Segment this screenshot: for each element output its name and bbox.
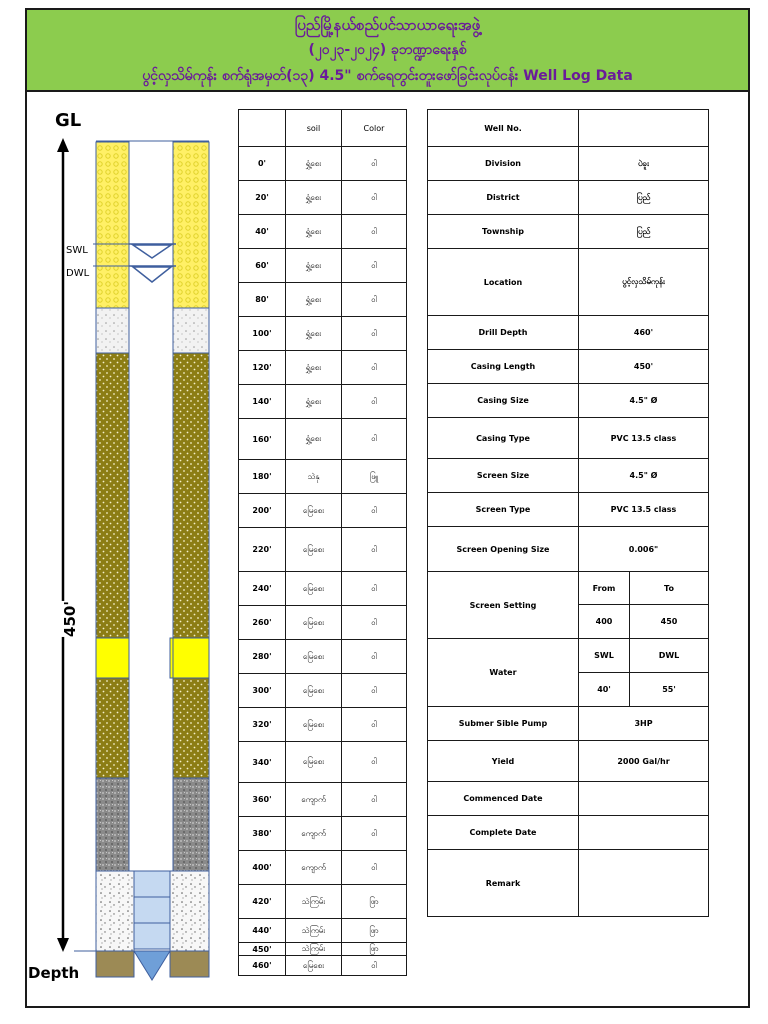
info-row-division — [428, 147, 709, 181]
soil-row-color: ဖြာ — [342, 943, 407, 956]
info-row-district — [428, 181, 709, 215]
soil-row-color: ဝါ — [342, 385, 407, 419]
info-row-casing-type — [428, 418, 709, 459]
soil-row-soil: ကျောက် — [286, 783, 342, 817]
soil-row — [239, 351, 407, 385]
division-value: ပဲခူး — [579, 147, 709, 181]
screen-setting-label: Screen Setting — [428, 572, 579, 639]
info-row-casing-length — [428, 350, 709, 384]
info-row-screen-size — [428, 459, 709, 493]
soil-row-depth: 450' — [239, 943, 286, 956]
soil-row-soil: ရွှံ့စေး — [286, 181, 342, 215]
casing-type-label: Casing Type — [428, 418, 579, 459]
yield-label: Yield — [428, 741, 579, 782]
district-label: District — [428, 181, 579, 215]
soil-row-depth: 320' — [239, 708, 286, 742]
soil-row-soil: ရွှံ့စေး — [286, 147, 342, 181]
well-no-value — [579, 110, 709, 147]
color-header: Color — [342, 110, 407, 147]
soil-row — [239, 919, 407, 943]
swl-label: SWL — [66, 245, 88, 256]
soil-row-depth: 460' — [239, 956, 286, 976]
header-project-title: ပွင့်လှသိမ်ကုန်း စက်ရုံအမှတ်(၁၃) 4.5" စက်ရေတွင်းတူးဖော်ခြင်းလုပ်ငန်း Well Log Data — [142, 68, 633, 84]
soil-row — [239, 385, 407, 419]
water-swl-label: SWL — [579, 639, 630, 673]
soil-row-soil: ရွှံ့စေး — [286, 317, 342, 351]
info-row-screen-setting-head — [428, 572, 709, 605]
screen-setting-to-value: 450 — [630, 605, 709, 639]
soil-row — [239, 494, 407, 528]
drill-depth-value: 460' — [579, 316, 709, 350]
info-row-township — [428, 215, 709, 249]
soil-row — [239, 460, 407, 494]
remark-value — [579, 850, 709, 917]
soil-row — [239, 817, 407, 851]
screen-setting-from-label: From — [579, 572, 630, 605]
screen-type-value: PVC 13.5 class — [579, 493, 709, 527]
pump-label: Submer Sible Pump — [428, 707, 579, 741]
well-info-table — [427, 109, 709, 917]
soil-row — [239, 147, 407, 181]
water-label: Water — [428, 639, 579, 707]
header-fiscal-year: (၂၀၂၃-၂၀၂၄) ခုဘဏ္ဍာရေးနှစ် — [308, 42, 467, 58]
casing-size-value: 4.5" Ø — [579, 384, 709, 418]
info-row-commenced — [428, 782, 709, 816]
soil-row-color: ဝါ — [342, 351, 407, 385]
soil-row — [239, 283, 407, 317]
soil-row — [239, 956, 407, 976]
location-value: ပွင့်လှသိမ်ကုန်း — [579, 249, 709, 316]
soil-row-color: ဝါ — [342, 674, 407, 708]
header-banner — [27, 10, 748, 92]
soil-row-soil: မြေစေး — [286, 528, 342, 572]
township-value: ပြည် — [579, 215, 709, 249]
soil-row-color: ဝါ — [342, 783, 407, 817]
soil-row-depth: 180' — [239, 460, 286, 494]
soil-row — [239, 885, 407, 919]
screen-size-value: 4.5" Ø — [579, 459, 709, 493]
complete-label: Complete Date — [428, 816, 579, 850]
info-row-water-head — [428, 639, 709, 673]
soil-row-depth: 380' — [239, 817, 286, 851]
soil-row-soil: သဲကြမ်း — [286, 885, 342, 919]
soil-row-color: ဝါ — [342, 419, 407, 460]
well-no-label: Well No. — [428, 110, 579, 147]
dwl-label: DWL — [66, 268, 90, 279]
casing-length-label: 450' — [60, 601, 79, 637]
soil-row-soil: မြေစေး — [286, 742, 342, 783]
soil-row-depth: 100' — [239, 317, 286, 351]
info-row-pump — [428, 707, 709, 741]
soil-row-color: ဝါ — [342, 606, 407, 640]
soil-row — [239, 572, 407, 606]
screen-opening-label: Screen Opening Size — [428, 527, 579, 572]
soil-row-color: ဖြူ — [342, 460, 407, 494]
soil-row-color: ဝါ — [342, 147, 407, 181]
soil-row — [239, 742, 407, 783]
soil-row-depth: 40' — [239, 215, 286, 249]
soil-row-depth: 0' — [239, 147, 286, 181]
info-row-yield — [428, 741, 709, 782]
soil-row-depth: 280' — [239, 640, 286, 674]
soil-row-depth: 400' — [239, 851, 286, 885]
soil-row-soil: ကျောက် — [286, 851, 342, 885]
info-row-location — [428, 249, 709, 316]
soil-row — [239, 851, 407, 885]
soil-row-color: ဝါ — [342, 640, 407, 674]
soil-row — [239, 674, 407, 708]
commenced-label: Commenced Date — [428, 782, 579, 816]
soil-row-color: ဝါ — [342, 572, 407, 606]
screen-type-label: Screen Type — [428, 493, 579, 527]
soil-row-soil: မြေစေး — [286, 606, 342, 640]
soil-row — [239, 943, 407, 956]
soil-row — [239, 215, 407, 249]
township-label: Township — [428, 215, 579, 249]
soil-row-soil: သဲကြမ်း — [286, 919, 342, 943]
pump-value: 3HP — [579, 707, 709, 741]
soil-row — [239, 528, 407, 572]
soil-row-color: ဝါ — [342, 528, 407, 572]
soil-header-row — [239, 110, 407, 147]
soil-row-depth: 140' — [239, 385, 286, 419]
drill-depth-label: Drill Depth — [428, 316, 579, 350]
info-row-screen-opening — [428, 527, 709, 572]
soil-row-color: ဖြာ — [342, 885, 407, 919]
soil-header: soil — [286, 110, 342, 147]
complete-value — [579, 816, 709, 850]
casing-length-label-cell: Casing Length — [428, 350, 579, 384]
casing-size-label: Casing Size — [428, 384, 579, 418]
screen-size-label: Screen Size — [428, 459, 579, 493]
screen-opening-value: 0.006" — [579, 527, 709, 572]
yield-value: 2000 Gal/hr — [579, 741, 709, 782]
soil-row-depth: 60' — [239, 249, 286, 283]
division-label: Division — [428, 147, 579, 181]
soil-row — [239, 708, 407, 742]
soil-row-color: ဝါ — [342, 317, 407, 351]
soil-row — [239, 783, 407, 817]
soil-log-table — [238, 109, 407, 976]
info-row-well-no — [428, 110, 709, 147]
soil-row-depth: 200' — [239, 494, 286, 528]
location-label: Location — [428, 249, 579, 316]
soil-row-depth: 360' — [239, 783, 286, 817]
soil-row — [239, 249, 407, 283]
casing-length-value: 450' — [579, 350, 709, 384]
soil-row — [239, 419, 407, 460]
soil-row-depth: 420' — [239, 885, 286, 919]
soil-row-depth: 80' — [239, 283, 286, 317]
soil-row-depth: 440' — [239, 919, 286, 943]
info-row-remark — [428, 850, 709, 917]
soil-row-soil: ရွှံ့စေး — [286, 215, 342, 249]
soil-row-depth: 300' — [239, 674, 286, 708]
soil-row-soil: မြေစေး — [286, 640, 342, 674]
soil-row-soil: ရွှံ့စေး — [286, 419, 342, 460]
screen-setting-from-value: 400 — [579, 605, 630, 639]
soil-row-color: ဝါ — [342, 956, 407, 976]
soil-row — [239, 317, 407, 351]
depth-label: Depth — [28, 964, 80, 982]
soil-row-depth: 340' — [239, 742, 286, 783]
screen-setting-to-label: To — [630, 572, 709, 605]
soil-row-soil: ရွှံ့စေး — [286, 385, 342, 419]
soil-row-soil: မြေစေး — [286, 494, 342, 528]
district-value: ပြည် — [579, 181, 709, 215]
soil-row-color: ဝါ — [342, 742, 407, 783]
soil-row-soil: ရွှံ့စေး — [286, 249, 342, 283]
soil-row-soil: သဲကြမ်း — [286, 943, 342, 956]
info-row-screen-type — [428, 493, 709, 527]
remark-label: Remark — [428, 850, 579, 917]
soil-row-soil: ရွှံ့စေး — [286, 283, 342, 317]
info-row-drill-depth — [428, 316, 709, 350]
soil-row-color: ဝါ — [342, 283, 407, 317]
soil-row-color: ဝါ — [342, 817, 407, 851]
soil-row-color: ဖြာ — [342, 919, 407, 943]
depth-header — [239, 110, 286, 147]
water-dwl-label: DWL — [630, 639, 709, 673]
soil-row-color: ဝါ — [342, 708, 407, 742]
commenced-value — [579, 782, 709, 816]
soil-row-depth: 20' — [239, 181, 286, 215]
soil-row-depth: 120' — [239, 351, 286, 385]
soil-row-depth: 220' — [239, 528, 286, 572]
soil-row-depth: 260' — [239, 606, 286, 640]
water-swl-value: 40' — [579, 673, 630, 707]
ground-level-label: GL — [55, 110, 82, 131]
info-row-casing-size — [428, 384, 709, 418]
water-dwl-value: 55' — [630, 673, 709, 707]
soil-row — [239, 181, 407, 215]
info-row-complete — [428, 816, 709, 850]
soil-row-color: ဝါ — [342, 851, 407, 885]
soil-row-color: ဝါ — [342, 181, 407, 215]
soil-row-color: ဝါ — [342, 249, 407, 283]
header-title: ပြည်မြို့နယ်စည်ပင်သာယာရေးအဖွဲ့ — [294, 16, 481, 34]
soil-row-soil: ရွှံ့စေး — [286, 351, 342, 385]
soil-row-soil: မြေစေး — [286, 674, 342, 708]
soil-row-soil: ကျောက် — [286, 817, 342, 851]
soil-row-depth: 240' — [239, 572, 286, 606]
casing-type-value: PVC 13.5 class — [579, 418, 709, 459]
soil-row — [239, 640, 407, 674]
soil-row-color: ဝါ — [342, 215, 407, 249]
soil-row-depth: 160' — [239, 419, 286, 460]
soil-row — [239, 606, 407, 640]
soil-row-soil: မြေစေး — [286, 572, 342, 606]
soil-row-soil: သဲနု — [286, 460, 342, 494]
soil-row-soil: မြေစေး — [286, 956, 342, 976]
soil-row-color: ဝါ — [342, 494, 407, 528]
soil-row-soil: မြေစေး — [286, 708, 342, 742]
